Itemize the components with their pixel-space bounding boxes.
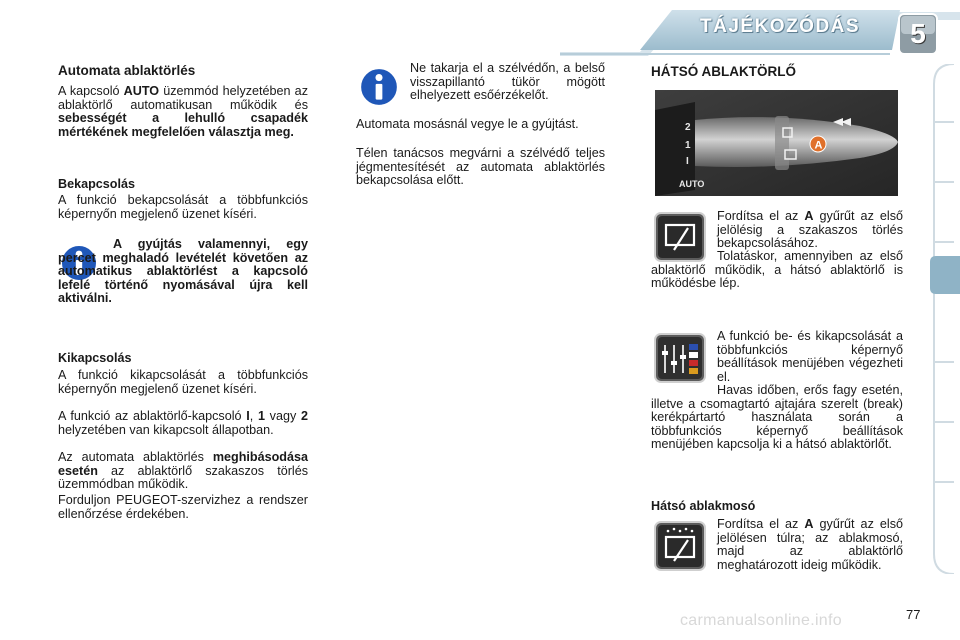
stalk-position-i: I bbox=[686, 156, 689, 167]
stalk-auto-label: AUTO bbox=[679, 179, 705, 189]
snow-paragraph: Havas időben, erős fagy esetén, illetve a csomagtartó ajtajára szerelt (break) kerékpártartó használata során a többfunkciós képernyő beállítások menüjében kapcsolja ki a hátsó ablaktörlőt. bbox=[651, 383, 903, 452]
watermark: carmanualsonline.info bbox=[680, 612, 842, 629]
wiper-stalk-photo bbox=[655, 90, 898, 196]
intro-paragraph: A kapcsoló AUTO üzemmód helyzetében az ablaktörlő automatikusan működik és sebességét a lehulló csapadék mértékének megfelelően választja meg. bbox=[58, 84, 308, 139]
off-paragraph: A funkció kikapcsolását a többfunkciós képernyőn megjelenő üzenet kíséri. bbox=[58, 368, 308, 396]
rear-washer-heading: Hátsó ablakmosó bbox=[651, 499, 756, 513]
on-heading: Bekapcsolás bbox=[58, 177, 136, 191]
ring-label: A bbox=[814, 139, 823, 152]
service-paragraph: Forduljon PEUGEOT-szervizhez a rendszer ellenőrzése érdekében. bbox=[58, 493, 308, 521]
page-number: 77 bbox=[906, 607, 921, 622]
sensor-note-paragraph: Ne takarja el a szélvédőn, a belső visszapillantó tükör mögött elhelyezett esőérzékelőt. bbox=[410, 61, 605, 103]
wash-paragraph: Automata mosásnál vegye le a gyújtást. bbox=[356, 117, 579, 131]
off-positions-paragraph: A funkció az ablaktörlő-kapcsoló I, 1 vagy 2 helyzetében van kikapcsolt állapotban. bbox=[58, 409, 308, 437]
washer-paragraph: Fordítsa el az A gyűrűt az első jelölésen túlra; az ablakmosó, majd az ablaktörlő meghatározott ideig működik. bbox=[717, 517, 903, 572]
info-icon bbox=[358, 66, 400, 108]
chapter-title: TÁJÉKOZÓDÁS bbox=[700, 16, 861, 37]
off-heading: Kikapcsolás bbox=[58, 351, 132, 365]
chapter-number: 5 bbox=[910, 18, 926, 49]
settings-menu-paragraph: A funkció be- és kikapcsolását a többfunkciós képernyő beállítások menüjében végezheti el. bbox=[717, 329, 903, 384]
chapter-tabs bbox=[924, 64, 960, 574]
note-paragraph: A gyújtás valamennyi, egy percet meghaladó levételét követően az automatikus ablaktörlést a kapcsoló lefelé történő nyomásával újra kell aktiválni. bbox=[58, 237, 308, 306]
stalk-position-1: 1 bbox=[685, 140, 691, 151]
turn-ring-paragraph: Fordítsa el az A gyűrűt az első jelölésig a szakaszos törlés bekapcsolásához. bbox=[717, 209, 903, 251]
rear-washer-icon bbox=[654, 521, 706, 571]
rear-wiper-heading: HÁTSÓ ABLAKTÖRLŐ bbox=[651, 64, 796, 79]
winter-paragraph: Télen tanácsos megvárni a szélvédő teljes jégmentesítését az automata ablaktörlés bekapcsolása előtt. bbox=[356, 146, 605, 188]
on-paragraph: A funkció bekapcsolását a többfunkciós képernyőn megjelenő üzenet kíséri. bbox=[58, 193, 308, 221]
reverse-paragraph: Tolatáskor, amennyiben az első ablaktörlő működik, a hátsó ablaktörlő is működésbe lép. bbox=[651, 249, 903, 291]
settings-icon bbox=[654, 333, 706, 383]
stalk-position-2: 2 bbox=[685, 122, 691, 133]
fault-paragraph: Az automata ablaktörlés meghibásodása esetén az ablaktörlő szakaszos törlés üzemmódban működik. bbox=[58, 450, 308, 492]
section-heading: Automata ablaktörlés bbox=[58, 63, 196, 78]
